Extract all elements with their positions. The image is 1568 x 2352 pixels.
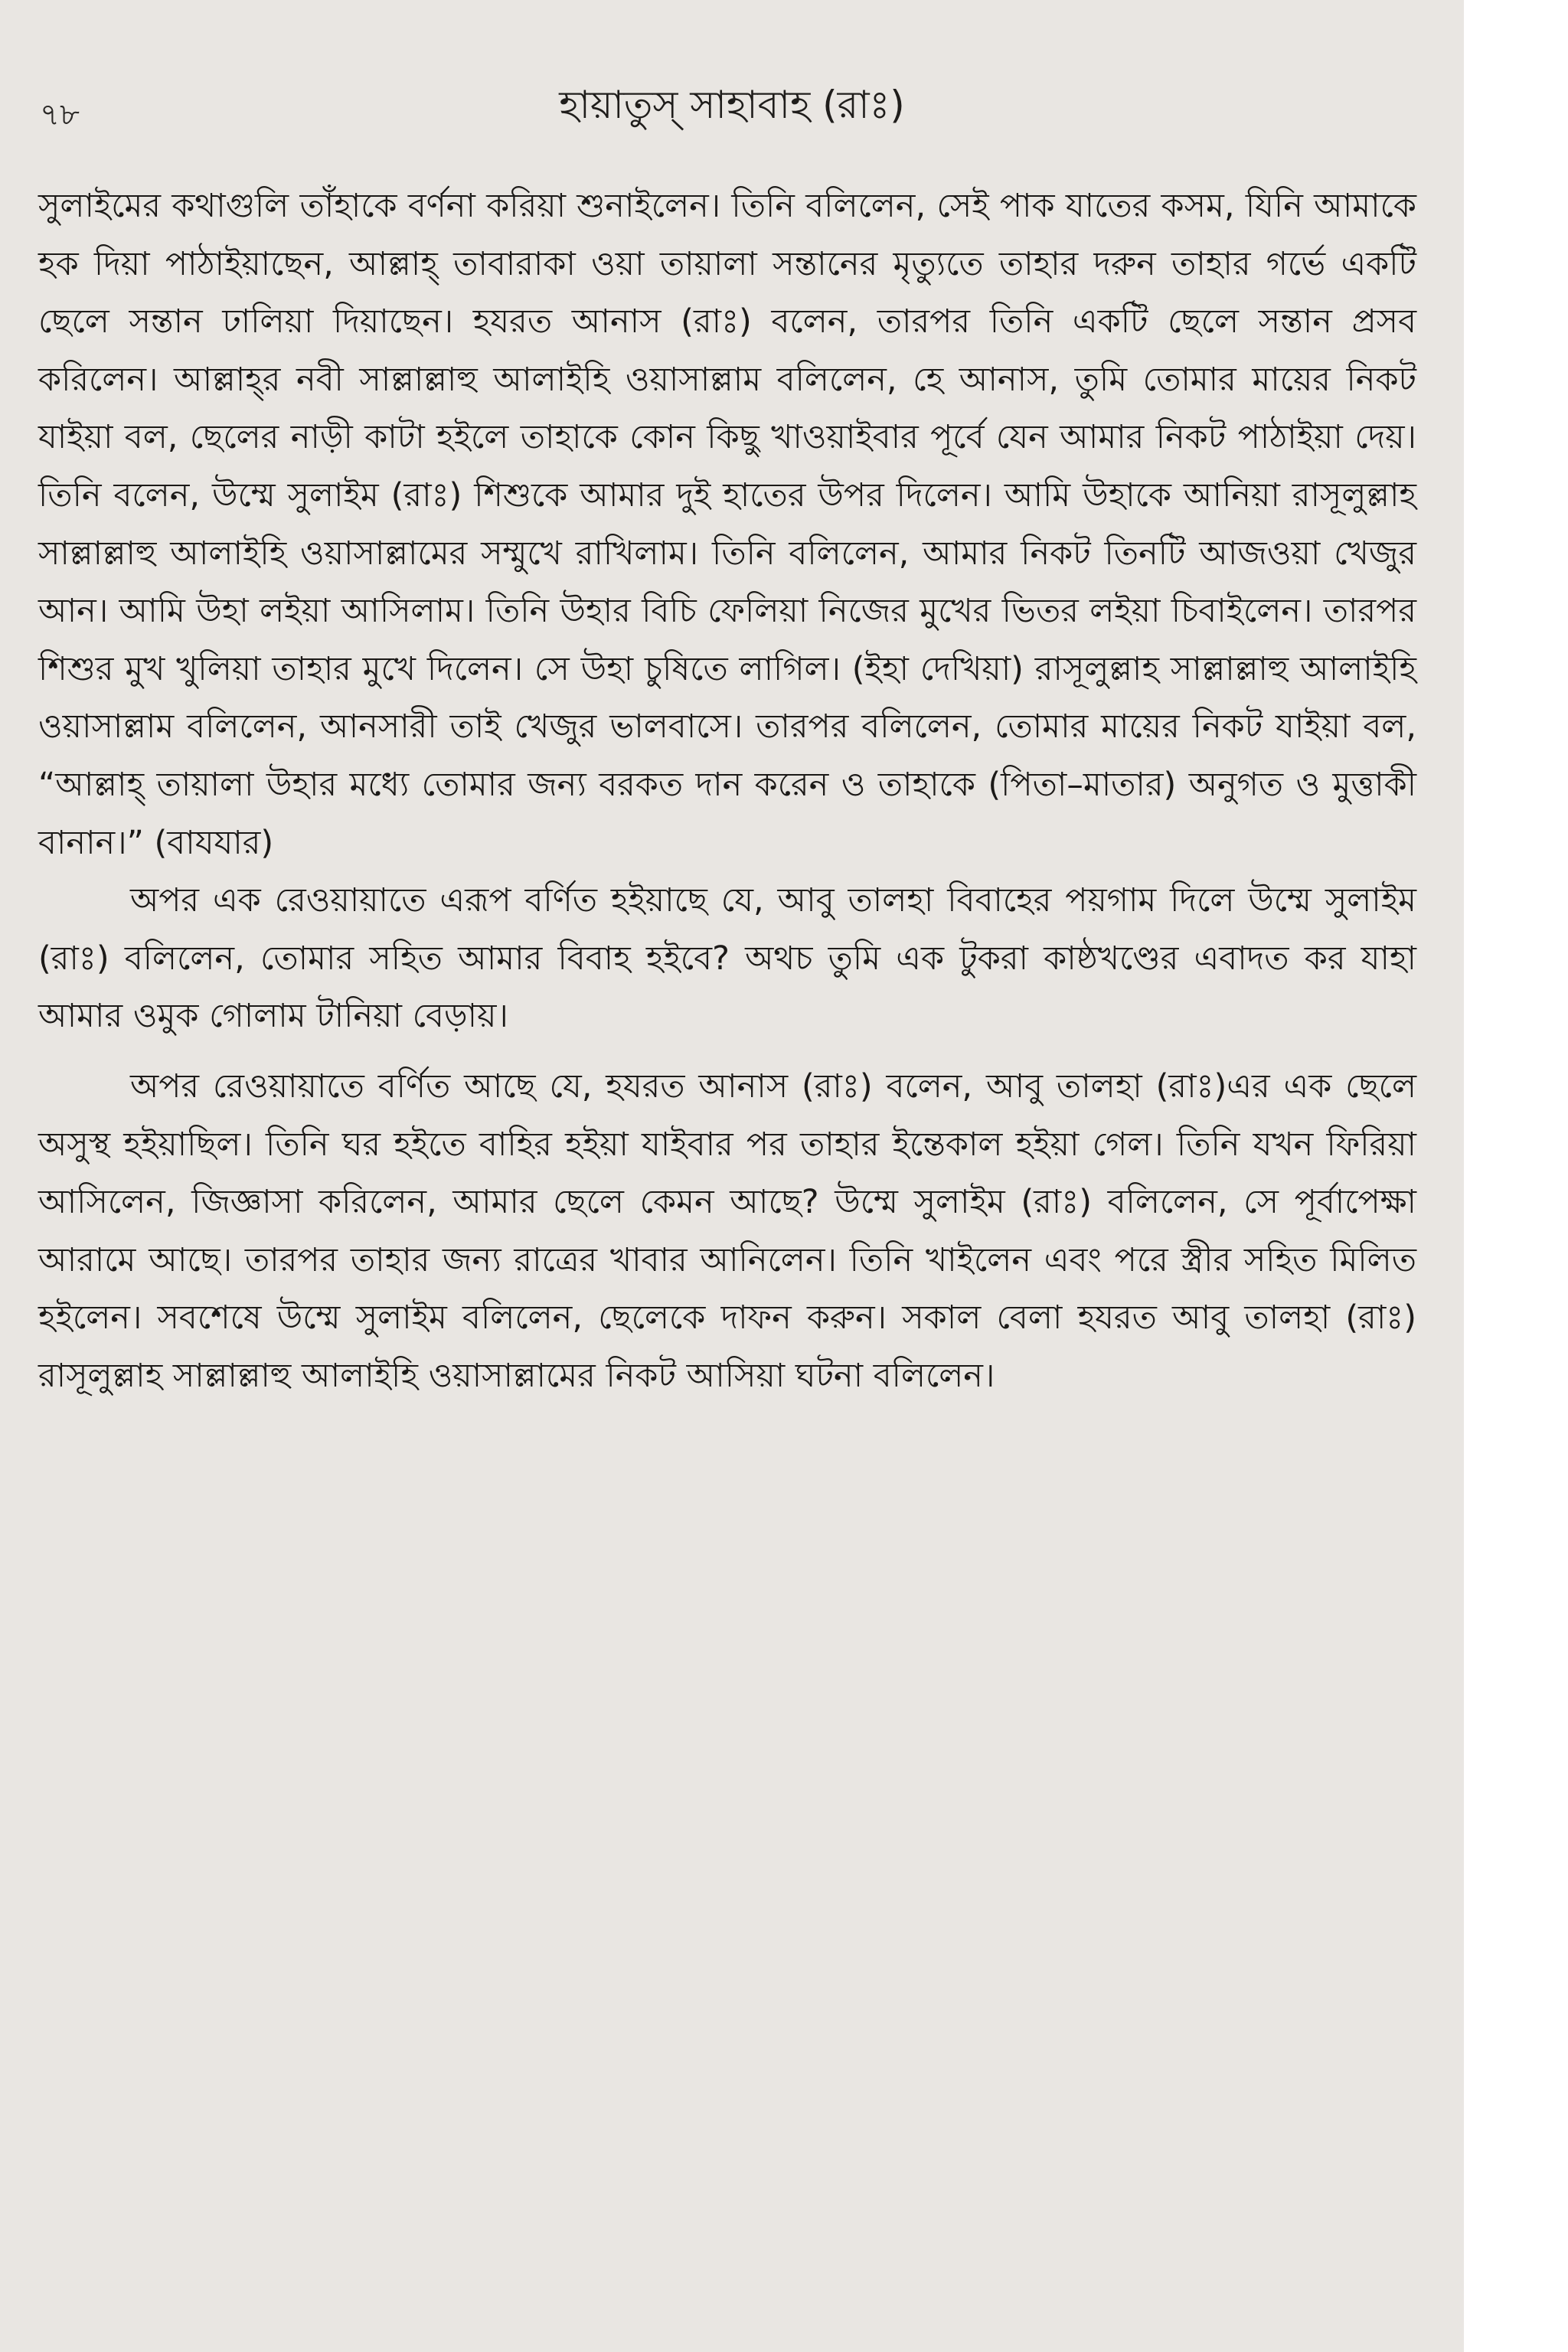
page-header	[0, 67, 1464, 132]
page-number: ৭৮	[40, 97, 80, 132]
paragraph-2: অপর এক রেওয়ায়াতে এরূপ বর্ণিত হইয়াছে যে, আবু তালহা বিবাহের পয়গাম দিলে উম্মে সুলাইম (রাঃ) বলিলেন, তোমার সহিত আমার বিবাহ হইবে? অথচ তুমি এক টুকরা কাষ্ঠখণ্ডের এবাদত কর যাহা আমার ওমুক গোলাম টানিয়া বেড়ায়।	[38, 881, 1416, 1036]
body-text	[38, 178, 1416, 1405]
scan-margin	[1464, 0, 1568, 2352]
paragraph-1: সুলাইমের কথাগুলি তাঁহাকে বর্ণনা করিয়া শুনাইলেন। তিনি বলিলেন, সেই পাক যাতের কসম, যিনি আমাকে হক দিয়া পাঠাইয়াছেন, আল্লাহ্ তাবারাকা ওয়া তায়ালা সন্তানের মৃত্যুতে তাহার দরুন তাহার গর্ভে একটি ছেলে সন্তান ঢালিয়া দিয়াছেন। হযরত আনাস (রাঃ) বলেন, তারপর তিনি একটি ছেলে সন্তান প্রসব করিলেন। আল্লাহ্‌র নবী সাল্লাল্লাহু আলাইহি ওয়াসাল্লাম বলিলেন, হে আনাস, তুমি তোমার মায়ের নিকট যাইয়া বল, ছেলের নাড়ী কাটা হইলে তাহাকে কোন কিছু খাওয়াইবার পূর্বে যেন আমার নিকট পাঠাইয়া দেয়। তিনি বলেন, উম্মে সুলাইম (রাঃ) শিশুকে আমার দুই হাতের উপর দিলেন। আমি উহাকে আনিয়া রাসূলুল্লাহ সাল্লাল্লাহু আলাইহি ওয়াসাল্লামের সম্মুখে রাখিলাম। তিনি বলিলেন, আমার নিকট তিনটি আজওয়া খেজুর আন। আমি উহা লইয়া আসিলাম। তিনি উহার বিচি ফেলিয়া নিজের মুখের ভিতর লইয়া চিবাইলেন। তারপর শিশুর মুখ খুলিয়া তাহার মুখে দিলেন। সে উহা চুষিতে লাগিল। (ইহা দেখিয়া) রাসূলুল্লাহ সাল্লাল্লাহু আলাইহি ওয়াসাল্লাম বলিলেন, আনসারী তাই খেজুর ভালবাসে। তারপর বলিলেন, তোমার মায়ের নিকট যাইয়া বল, “আল্লাহ্ তায়ালা উহার মধ্যে তোমার জন্য বরকত দান করেন ও তাহাকে (পিতা–মাতার) অনুগত ও মুত্তাকী বানান।” (বাযযার)	[38, 187, 1416, 862]
paragraph-3: অপর রেওয়ায়াতে বর্ণিত আছে যে, হযরত আনাস (রাঃ) বলেন, আবু তালহা (রাঃ)এর এক ছেলে অসুস্থ হইয়াছিল। তিনি ঘর হইতে বাহির হইয়া যাইবার পর তাহার ইন্তেকাল হইয়া গেল। তিনি যখন ফিরিয়া আসিলেন, জিজ্ঞাসা করিলেন, আমার ছেলে কেমন আছে? উম্মে সুলাইম (রাঃ) বলিলেন, সে পূর্বাপেক্ষা আরামে আছে। তারপর তাহার জন্য রাত্রের খাবার আনিলেন। তিনি খাইলেন এবং পরে স্ত্রীর সহিত মিলিত হইলেন। সবশেষে উম্মে সুলাইম বলিলেন, ছেলেকে দাফন করুন। সকাল বেলা হযরত আবু তালহা (রাঃ) রাসূলুল্লাহ সাল্লাল্লাহু আলাইহি ওয়াসাল্লামের নিকট আসিয়া ঘটনা বলিলেন।	[38, 1067, 1416, 1395]
running-title: হায়াতুস্ সাহাবাহ (রাঃ)	[559, 83, 905, 127]
